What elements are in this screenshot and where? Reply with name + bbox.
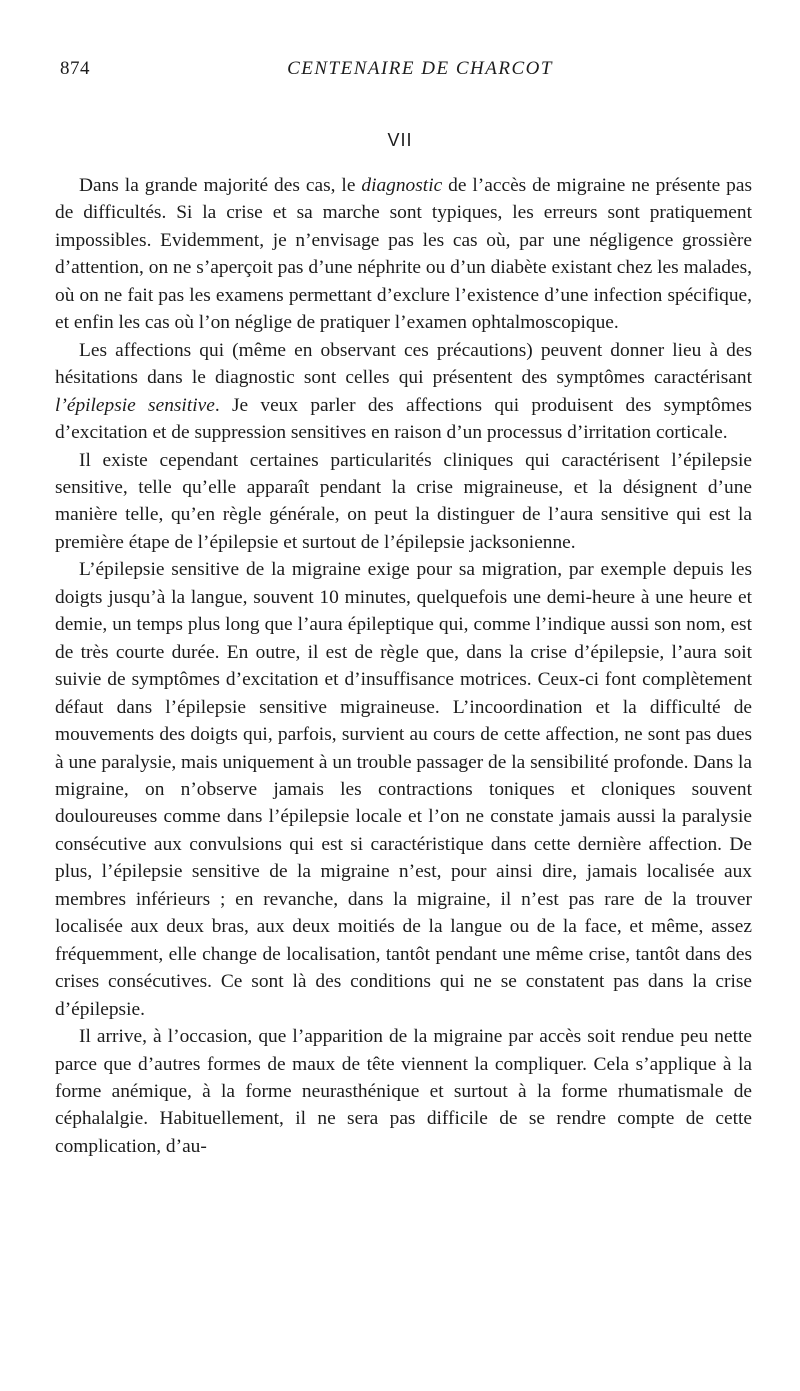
body-text: [55, 172, 752, 1160]
paragraph-2-emphasis: l’épilepsie sensitive: [55, 394, 215, 416]
paragraph-1-emphasis: diagnostic: [361, 175, 443, 196]
paragraph-3: Il existe cependant certaines particularités cliniques qui caractérisent l’épilepsie sensitive, telle qu’elle apparaît pendant la crise migraineuse, et la désignent d’une manière telle, qu’en règle générale, on peut la distinguer de l’aura sensitive qui est la première étape de l’épilepsie et surtout de l’épilepsie jacksonienne.: [55, 449, 752, 553]
paragraph-4: L’épilepsie sensitive de la migraine exige pour sa migration, par exemple depuis les doigts jusqu’à la langue, souvent 10 minutes, quelquefois une demi-heure à une heure et demie, un temps plus long que l’aura épileptique qui, comme l’indique aussi son nom, est de très courte durée. En outre, il est de règle que, dans la crise d’épilepsie, l’aura soit suivie de symptômes d’excitation et d’insuffisance motrices. Ceux-ci font complètement défaut dans l’épilepsie sensitive migraineuse. L’incoordination et la difficulté de mouvements des doigts qui, parfois, survient au cours de cette affection, ne sont pas dues à une paralysie, mais uniquement à un trouble passager de la sensibilité profonde. Dans la migraine, on n’observe jamais les contractions toniques et cloniques souvent douloureuses comme dans l’épilepsie locale et l’on ne constate jamais aussi la paralysie consécutive aux convulsions qui est si caractéristique dans cette dernière affection. De plus, l’épilepsie sensitive de la migraine n’est, pour ainsi dire, jamais localisée aux membres inférieurs ; en revanche, dans la migraine, il n’est pas rare de la trouver localisée aux deux bras, aux deux moitiés de la langue ou de la face, et même, assez fréquemment, elle change de localisation, tantôt pendant une même crise, tantôt dans des crises consécutives. Ce sont là des conditions qui ne se constatent pas dans la crise d’épilepsie.: [55, 559, 752, 1020]
paragraph-1: [55, 172, 752, 337]
paragraph-1-part-b: de l’accès de migraine ne présente pas de difficultés. Si la crise et sa marche sont typiques, les erreurs sont pratiquement impossibles. Evidemment, je n’envisage pas les cas où, par une négligence grossière d’attention, on ne s’aperçoit pas d’une néphrite ou d’un diabète existant chez les malades, où on ne fait pas les examens permettant d’exclure l’existence d’une infection spécifique, et enfin les cas où l’on néglige de pratiquer l’examen ophtalmoscopique.: [55, 175, 752, 334]
paragraph-2: [55, 337, 752, 447]
paragraph-2-part-b: . Je veux parler des affections qui produisent des symptômes d’excitation et de suppression sensitives en raison d’un processus d’irritation corticale.: [55, 394, 752, 444]
paragraph-5: Il arrive, à l’occasion, que l’apparition de la migraine par accès soit rendue peu nette parce que d’autres formes de maux de tête viennent la compliquer. Cela s’applique à la forme anémique, à la forme neurasthénique et surtout à la forme rhumatismale de céphalalgie. Habituellement, il ne sera pas difficile de se rendre compte de cette complication, d’au-: [55, 1026, 752, 1157]
running-title: CENTENAIRE DE CHARCOT: [287, 58, 553, 79]
paragraph-1-part-a: Dans la grande majorité des cas, le: [79, 175, 362, 196]
running-header: [60, 58, 760, 86]
page-number: 874: [60, 58, 90, 79]
section-heading: VII: [387, 130, 413, 150]
paragraph-2-part-a: Les affections qui (même en observant ces précautions) peuvent donner lieu à des hésitations dans le diagnostic sont celles qui présentent des symptômes caractérisant: [55, 339, 752, 389]
